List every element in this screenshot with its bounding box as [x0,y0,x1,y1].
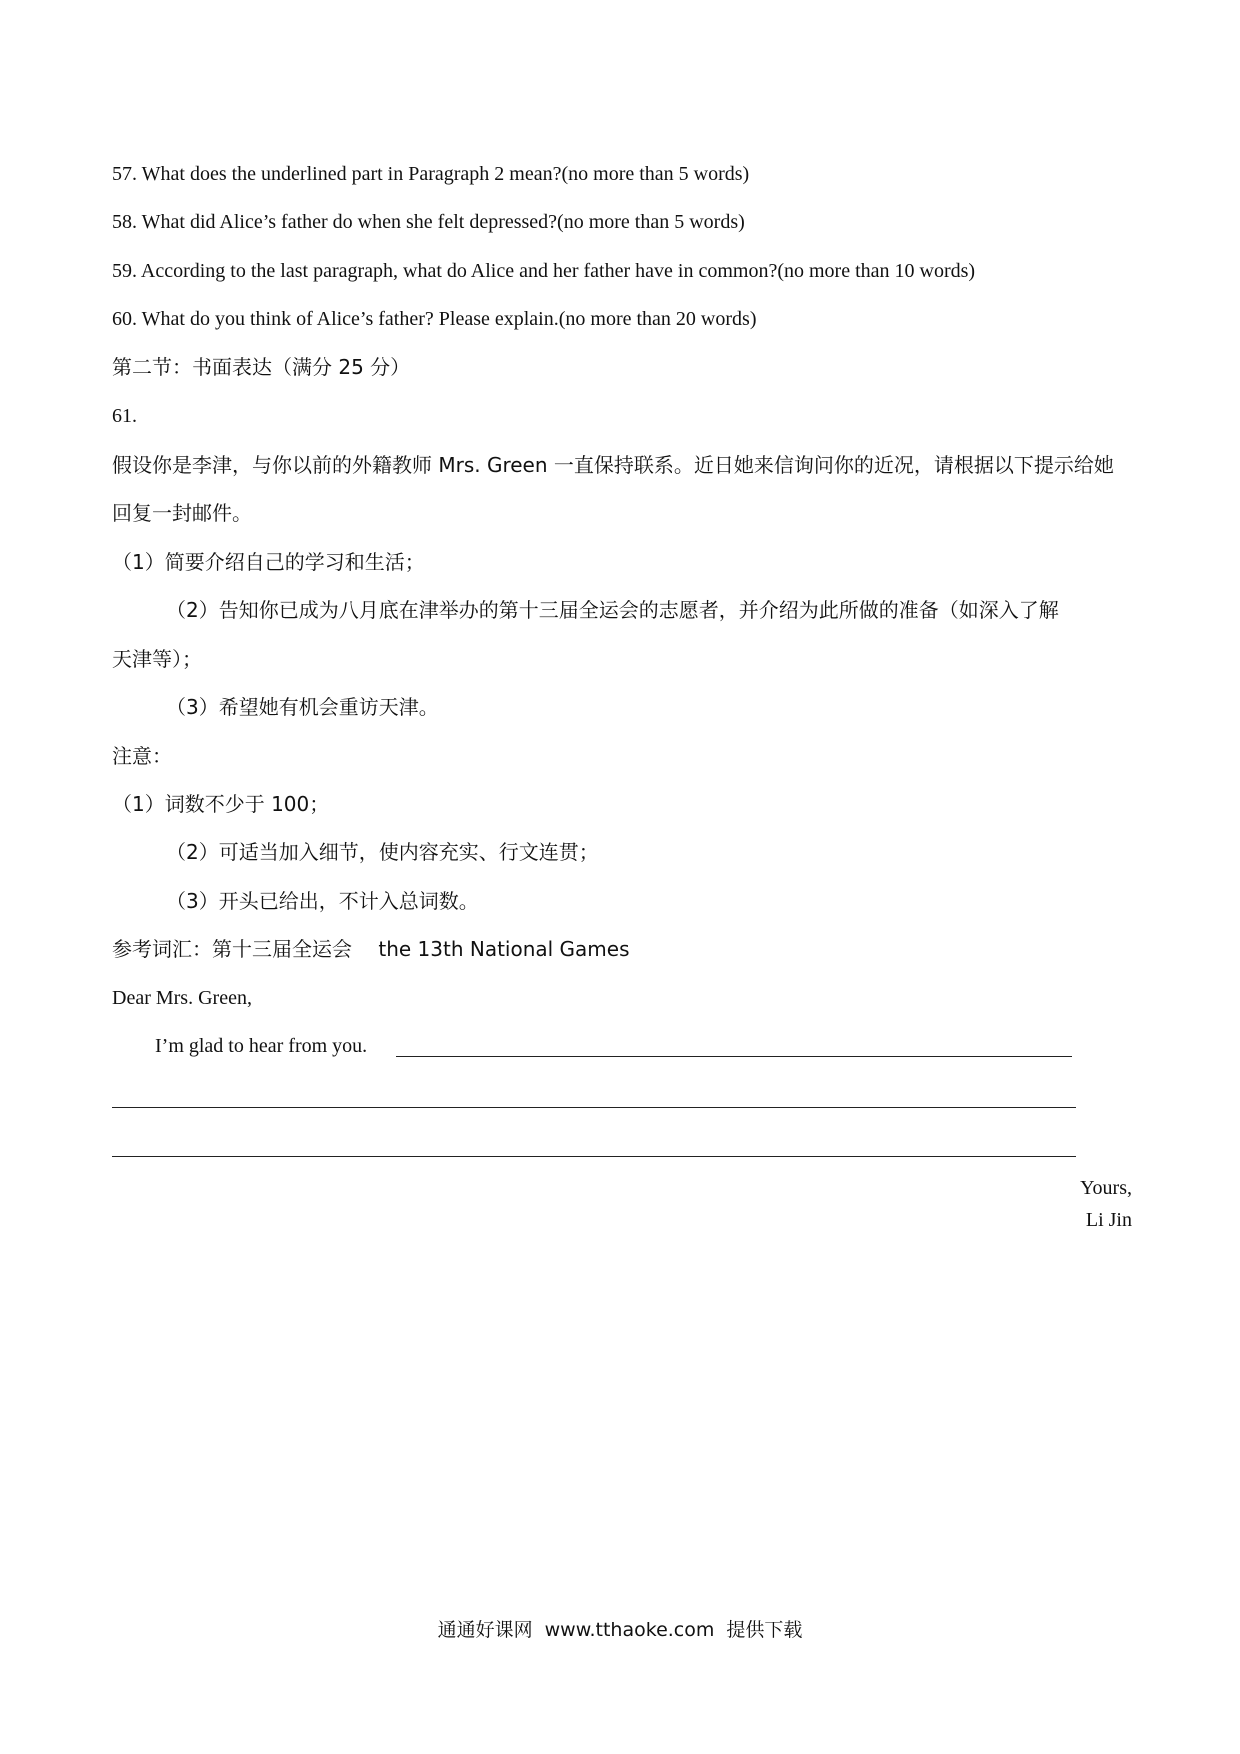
letter-closing: Yours, [1080,1177,1132,1199]
question-57: 57. What does the underlined part in Paragraph 2 mean?(no more than 5 words) [112,163,750,185]
point-2: （2）告知你已成为八月底在津举办的第十三届全运会的志愿者，并介绍为此所做的准备（如深入了解 [166,598,1059,622]
reference-vocabulary: 参考词汇：第十三届全运会 the 13th National Games [112,937,630,961]
point-3: （3）希望她有机会重访天津。 [166,695,439,719]
point-2-continued: 天津等）； [112,647,202,671]
answer-line-3 [112,1156,1076,1157]
section-heading: 第二节：书面表达（满分 25 分） [112,355,411,379]
note-3: （3）开头已给出，不计入总词数。 [166,889,479,913]
writing-prompt: 假设你是李津，与你以前的外籍教师 Mrs. Green 一直保持联系。近日她来信询问你的近况，请根据以下提示给她回复一封邮件。 [112,453,1114,525]
letter-opening: I’m glad to hear from you. [155,1035,368,1057]
note-1: （1）词数不少于 100； [112,792,330,816]
question-number-61: 61. [112,405,137,427]
note-2: （2）可适当加入细节，使内容充实、行文连贯； [166,840,599,864]
question-58: 58. What did Alice’s father do when she felt depressed?(no more than 5 words) [112,211,745,233]
notes-label: 注意： [112,744,172,768]
page-footer: 通通好课网 www.tthaoke.com 提供下载 [437,1619,803,1641]
answer-line-2 [112,1107,1076,1108]
answer-line-1 [396,1056,1072,1057]
letter-signature: Li Jin [1085,1209,1132,1231]
letter-salutation: Dear Mrs. Green, [112,987,252,1009]
question-60: 60. What do you think of Alice’s father? Please explain.(no more than 20 words) [112,308,757,330]
question-59: 59. According to the last paragraph, what do Alice and her father have in common?(no more than 10 words) [112,260,976,282]
point-1: （1）简要介绍自己的学习和生活； [112,550,425,574]
